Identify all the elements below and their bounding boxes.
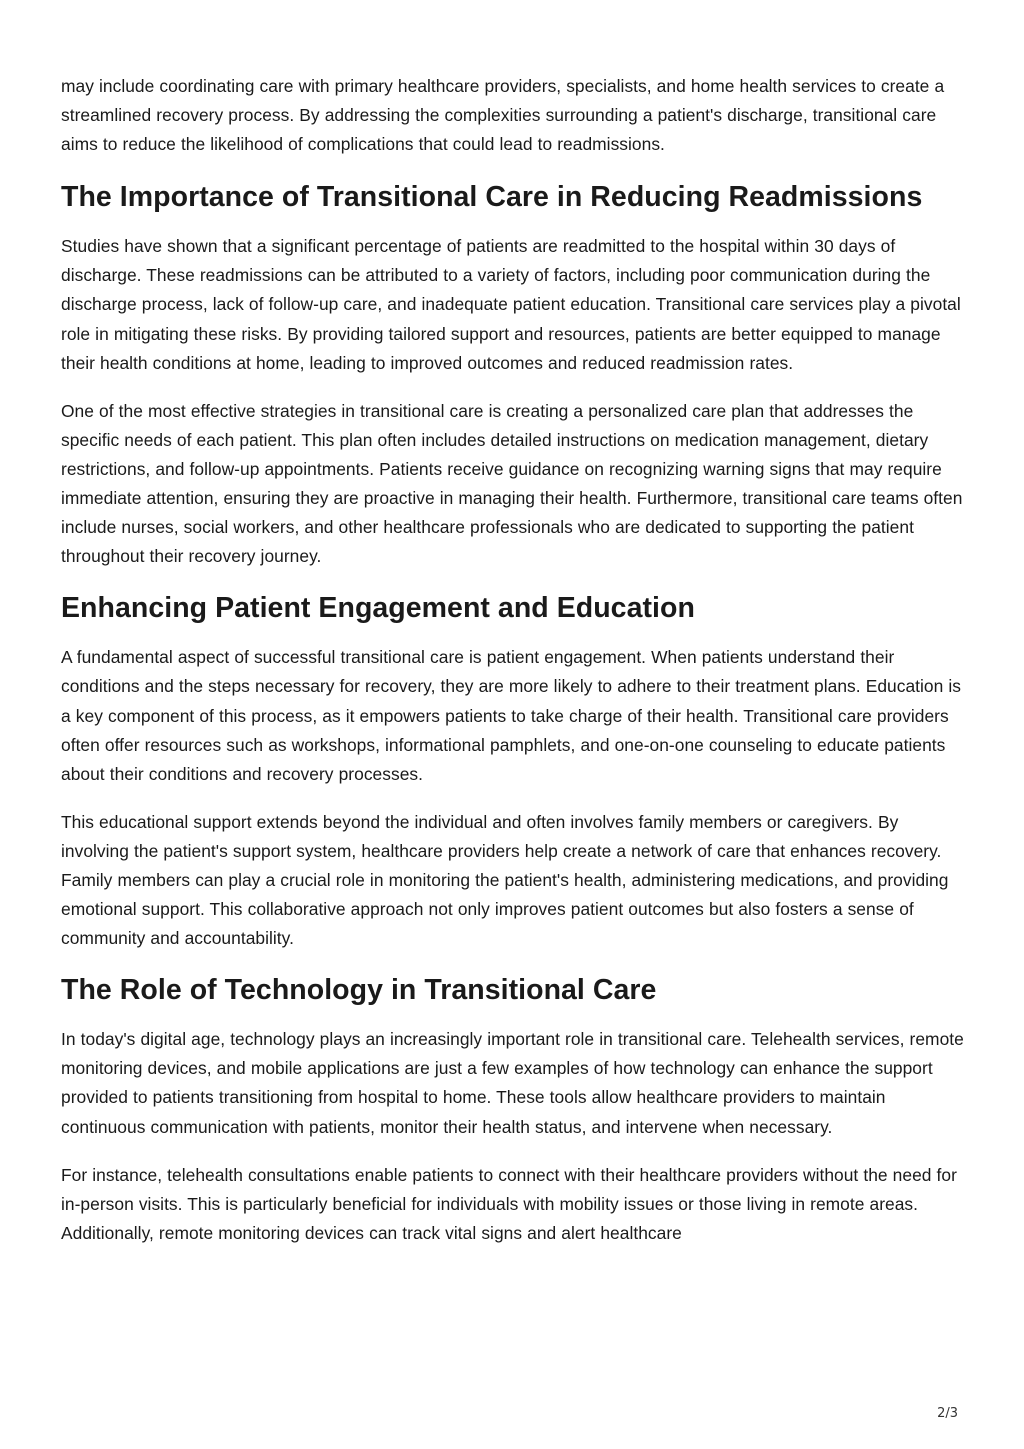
section-role-of-technology [61,972,967,1248]
document-page [61,72,967,1267]
section-heading: Enhancing Patient Engagement and Education [61,592,695,625]
section-paragraph: This educational support extends beyond the individual and often involves family members or caregivers. By involving the patient's support system, healthcare providers help create a network of care that enhances recovery. Family members can play a crucial role in monitoring the patient's health, administering medications, and providing emotional support. This collaborative approach not only improves patient outcomes but also fosters a sense of community and accountability. [61,811,949,949]
section-paragraph: For instance, telehealth consultations enable patients to connect with their healthcare providers without the need for in-person visits. This is particularly beneficial for individuals with mobility issues or those living in remote areas. Additionally, remote monitoring devices can track vital signs and alert healthcare [61,1164,957,1243]
page-number: 2/3 [937,1406,958,1421]
section-importance-of-transitional-care [61,179,967,571]
intro-paragraph: may include coordinating care with primary healthcare providers, specialists, and home health services to create a streamlined recovery process. By addressing the complexities surrounding a patient's discharge, transitional care aims to reduce the likelihood of complications that could lead to readmissions. [61,76,945,155]
section-patient-engagement [61,590,967,953]
section-paragraph: In today's digital age, technology plays an increasingly important role in transitional care. Telehealth services, remote monitoring devices, and mobile applications are just a few examples of how technology can enhance the support provided to patients transitioning from hospital to home. These tools allow healthcare providers to maintain continuous communication with patients, monitor their health status, and intervene when necessary. [61,1029,964,1137]
section-heading: The Role of Technology in Transitional Care [61,974,657,1007]
section-heading: The Importance of Transitional Care in Reducing Readmissions [61,181,923,214]
section-paragraph: A fundamental aspect of successful transitional care is patient engagement. When patients understand their conditions and the steps necessary for recovery, they are more likely to adhere to their treatment plans. Education is a key component of this process, as it empowers patients to take charge of their health. Transitional care providers often offer resources such as workshops, informational pamphlets, and one-on-one counseling to educate patients about their conditions and recovery processes. [61,647,961,784]
section-paragraph: Studies have shown that a significant percentage of patients are readmitted to the hospital within 30 days of discharge. These readmissions can be attributed to a variety of factors, including poor communication during the discharge process, lack of follow-up care, and inadequate patient education. Transitional care services play a pivotal role in mitigating these risks. By providing tailored support and resources, patients are better equipped to manage their health conditions at home, leading to improved outcomes and reduced readmission rates. [61,236,961,373]
section-paragraph: One of the most effective strategies in transitional care is creating a personalized care plan that addresses the specific needs of each patient. This plan often includes detailed instructions on medication management, dietary restrictions, and follow-up appointments. Patients receive guidance on recognizing warning signs that may require immediate attention, ensuring they are proactive in managing their health. Furthermore, transitional care teams often include nurses, social workers, and other healthcare professionals who are dedicated to supporting the patient throughout their recovery journey. [61,400,963,567]
